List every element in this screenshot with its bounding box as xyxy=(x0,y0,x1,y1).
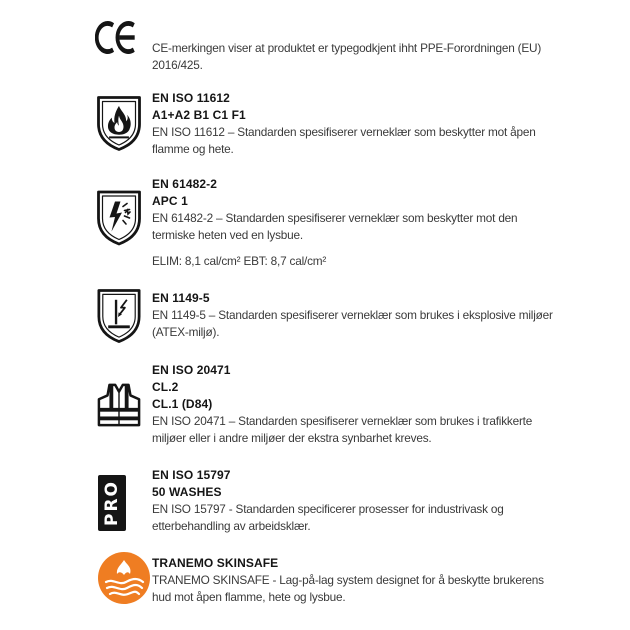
cert-text xyxy=(152,40,541,74)
description-line: CE-merkingen viser at produktet er typegodkjent ihht PPE-Forordningen (EU) xyxy=(152,41,542,55)
description-line: (ATEX-miljø). xyxy=(152,325,220,339)
high-visibility-vest-icon xyxy=(97,382,141,428)
tranemo-skinsafe-icon xyxy=(97,551,151,605)
description-line: 2016/425. xyxy=(152,58,203,72)
ce-mark-icon xyxy=(95,19,141,56)
description-line: EN 1149-5 – Standarden spesifiserer verneklær som brukes i eksplosive miljøer xyxy=(152,308,553,322)
arc-rating-note: ELIM: 8,1 cal/cm² EBT: 8,7 cal/cm² xyxy=(152,254,327,268)
description-line: etterbehandling av arbeidsklær. xyxy=(152,519,311,533)
description-line: EN ISO 11612 – Standarden spesifiserer verneklær som beskytter mot åpen xyxy=(152,125,536,139)
cert-text xyxy=(152,555,544,606)
cert-class-heading: CL.1 (D84) xyxy=(152,397,213,411)
description-line: hud mot åpen flamme, hete og lysbue. xyxy=(152,590,346,604)
cert-text xyxy=(152,467,504,535)
description-line: TRANEMO SKINSAFE - Lag-på-lag system designet for å beskytte brukerens xyxy=(152,573,544,587)
cert-class-heading: CL.2 xyxy=(152,380,179,394)
cert-text xyxy=(152,176,517,270)
cert-text xyxy=(152,362,532,447)
cert-class-heading: A1+A2 B1 C1 F1 xyxy=(152,108,246,122)
cert-text xyxy=(152,290,553,341)
cert-standard-heading: EN ISO 15797 xyxy=(152,468,231,482)
cert-standard-heading: EN 61482-2 xyxy=(152,177,218,191)
description-line: termiske heten ved en lysbue. xyxy=(152,228,303,242)
cert-standard-heading: TRANEMO SKINSAFE xyxy=(152,556,279,570)
description-line: EN ISO 20471 – Standarden spesifiserer verneklær som brukes i trafikkerte xyxy=(152,414,533,428)
pro-badge-label: PRO xyxy=(102,479,122,527)
electrostatic-shield-icon xyxy=(96,288,142,343)
cert-class-heading: 50 WASHES xyxy=(152,485,222,499)
description-line: EN ISO 15797 - Standarden specificerer prosesser for industrivask og xyxy=(152,502,504,516)
flame-shield-icon xyxy=(96,95,142,151)
electric-arc-shield-icon xyxy=(96,189,142,246)
cert-class-heading: APC 1 xyxy=(152,194,188,208)
description-line: EN 61482-2 – Standarden spesifiserer verneklær som beskytter mot den xyxy=(152,211,518,225)
cert-standard-heading: EN ISO 11612 xyxy=(152,91,230,105)
cert-text xyxy=(152,90,536,158)
description-line: miljøer eller i andre miljøer der ekstra synbarhet kreves. xyxy=(152,431,432,445)
pro-badge-icon xyxy=(98,475,126,531)
cert-standard-heading: EN ISO 20471 xyxy=(152,363,231,377)
description-line: flamme og hete. xyxy=(152,142,234,156)
cert-standard-heading: EN 1149-5 xyxy=(152,291,210,305)
